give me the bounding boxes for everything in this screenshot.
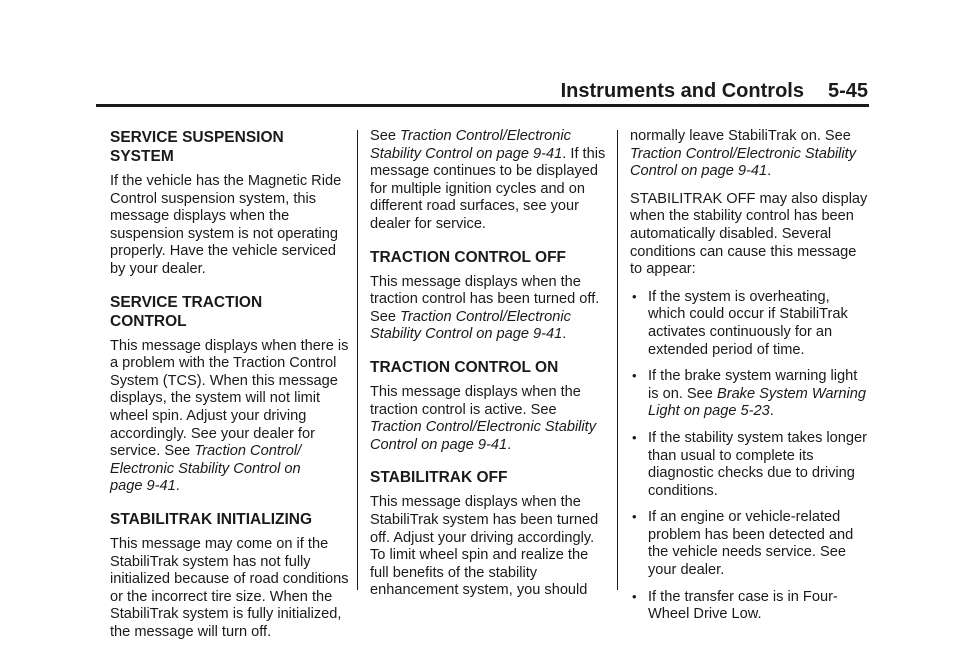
cross-reference-link[interactable]: Electronic Stability Control on [110, 460, 301, 477]
cross-reference-link[interactable]: page 9-41 [110, 478, 176, 495]
section-heading: TRACTION CONTROL OFF [370, 248, 567, 266]
paragraph: This message displays when the traction control is active. See Traction Control/Electronic Stability Control on page 9-41. [370, 383, 597, 453]
column-3 [630, 128, 870, 633]
column-divider [357, 130, 358, 590]
paragraph: If the vehicle has the Magnetic Ride Control suspension system, this message displays when the suspension system is not operating properly. Have the vehicle serviced by your dealer. [110, 173, 342, 277]
section-heading: TRACTION CONTROL ON [370, 358, 559, 376]
page-number: 5-45 [827, 80, 868, 102]
paragraph: This message displays when the traction control has been turned off. See Traction Control/Electronic Stability Control on page 9-41. [370, 273, 600, 343]
list-item: • If the stability system takes longer than usual to complete its diagnostic checks due to driving conditions. [630, 430, 870, 500]
list-item: • If the brake system warning light is on. See Brake System Warning Light on page 5-23. [630, 368, 870, 421]
section-heading: STABILITRAK OFF [370, 469, 508, 487]
paragraph: This message displays when there is a problem with the Traction Control System (TCS). When this message displays, the system will not limit wheel spin. Adjust your driving accordingly. See your dealer for service. See Traction Control/ Electronic Stability Control on page 9-41. [110, 337, 349, 495]
cross-reference-link[interactable]: Traction Control/Electronic Stability Control on page 9-41 [630, 145, 857, 180]
section-heading: STABILITRAK INITIALIZING [110, 510, 313, 528]
header-rule [96, 104, 869, 107]
list-item: • If the transfer case is in Four-Wheel Drive Low. [630, 589, 870, 624]
paragraph: STABILITRAK OFF may also display when the stability control has been automatically disabled. Several conditions can cause this message to appear: [630, 190, 868, 278]
section-heading: SERVICE SUSPENSION SYSTEM [110, 129, 284, 165]
paragraph: This message may come on if the StabiliTrak system has not fully initialized because of road conditions or the incorrect tire size. When the StabiliTrak system is fully initialized, the message will turn off. [110, 535, 349, 640]
condition-list [630, 289, 870, 624]
list-item: • If an engine or vehicle-related problem has been detected and the vehicle needs service. See your dealer. [630, 509, 870, 579]
column-divider [617, 130, 618, 590]
paragraph: normally leave StabiliTrak on. See Traction Control/Electronic Stability Control on page 9-41. [630, 128, 857, 180]
list-item: • If the system is overheating, which could occur if StabiliTrak activates continuously for an extended period of time. [630, 289, 870, 359]
paragraph: This message displays when the StabiliTrak system has been turned off. Adjust your driving accordingly. To limit wheel spin and realize the full benefits of the stability enhancement system, you should [370, 494, 599, 599]
cross-reference-link[interactable]: Traction Control/Electronic Stability Control on page 9-41 [370, 419, 597, 453]
page-header [96, 80, 868, 104]
cross-reference-link[interactable]: Traction Control/ [194, 443, 302, 460]
paragraph: See Traction Control/Electronic Stability Control on page 9-41. If this message continues to be displayed for multiple ignition cycles and on different road surfaces, see your dealer for service. [370, 128, 606, 232]
section-heading: SERVICE TRACTION CONTROL [110, 293, 263, 330]
cross-reference-link[interactable]: Traction Control/Electronic Stability Control on page 9-41 [370, 308, 571, 343]
column-2 [370, 128, 610, 610]
cross-reference-link[interactable]: Brake System Warning Light on page 5-23 [648, 385, 866, 420]
section-title: Instruments and Controls [560, 80, 804, 102]
cross-reference-link[interactable]: Traction Control/Electronic Stability Control on page 9-41 [370, 128, 571, 162]
column-1 [110, 128, 350, 651]
